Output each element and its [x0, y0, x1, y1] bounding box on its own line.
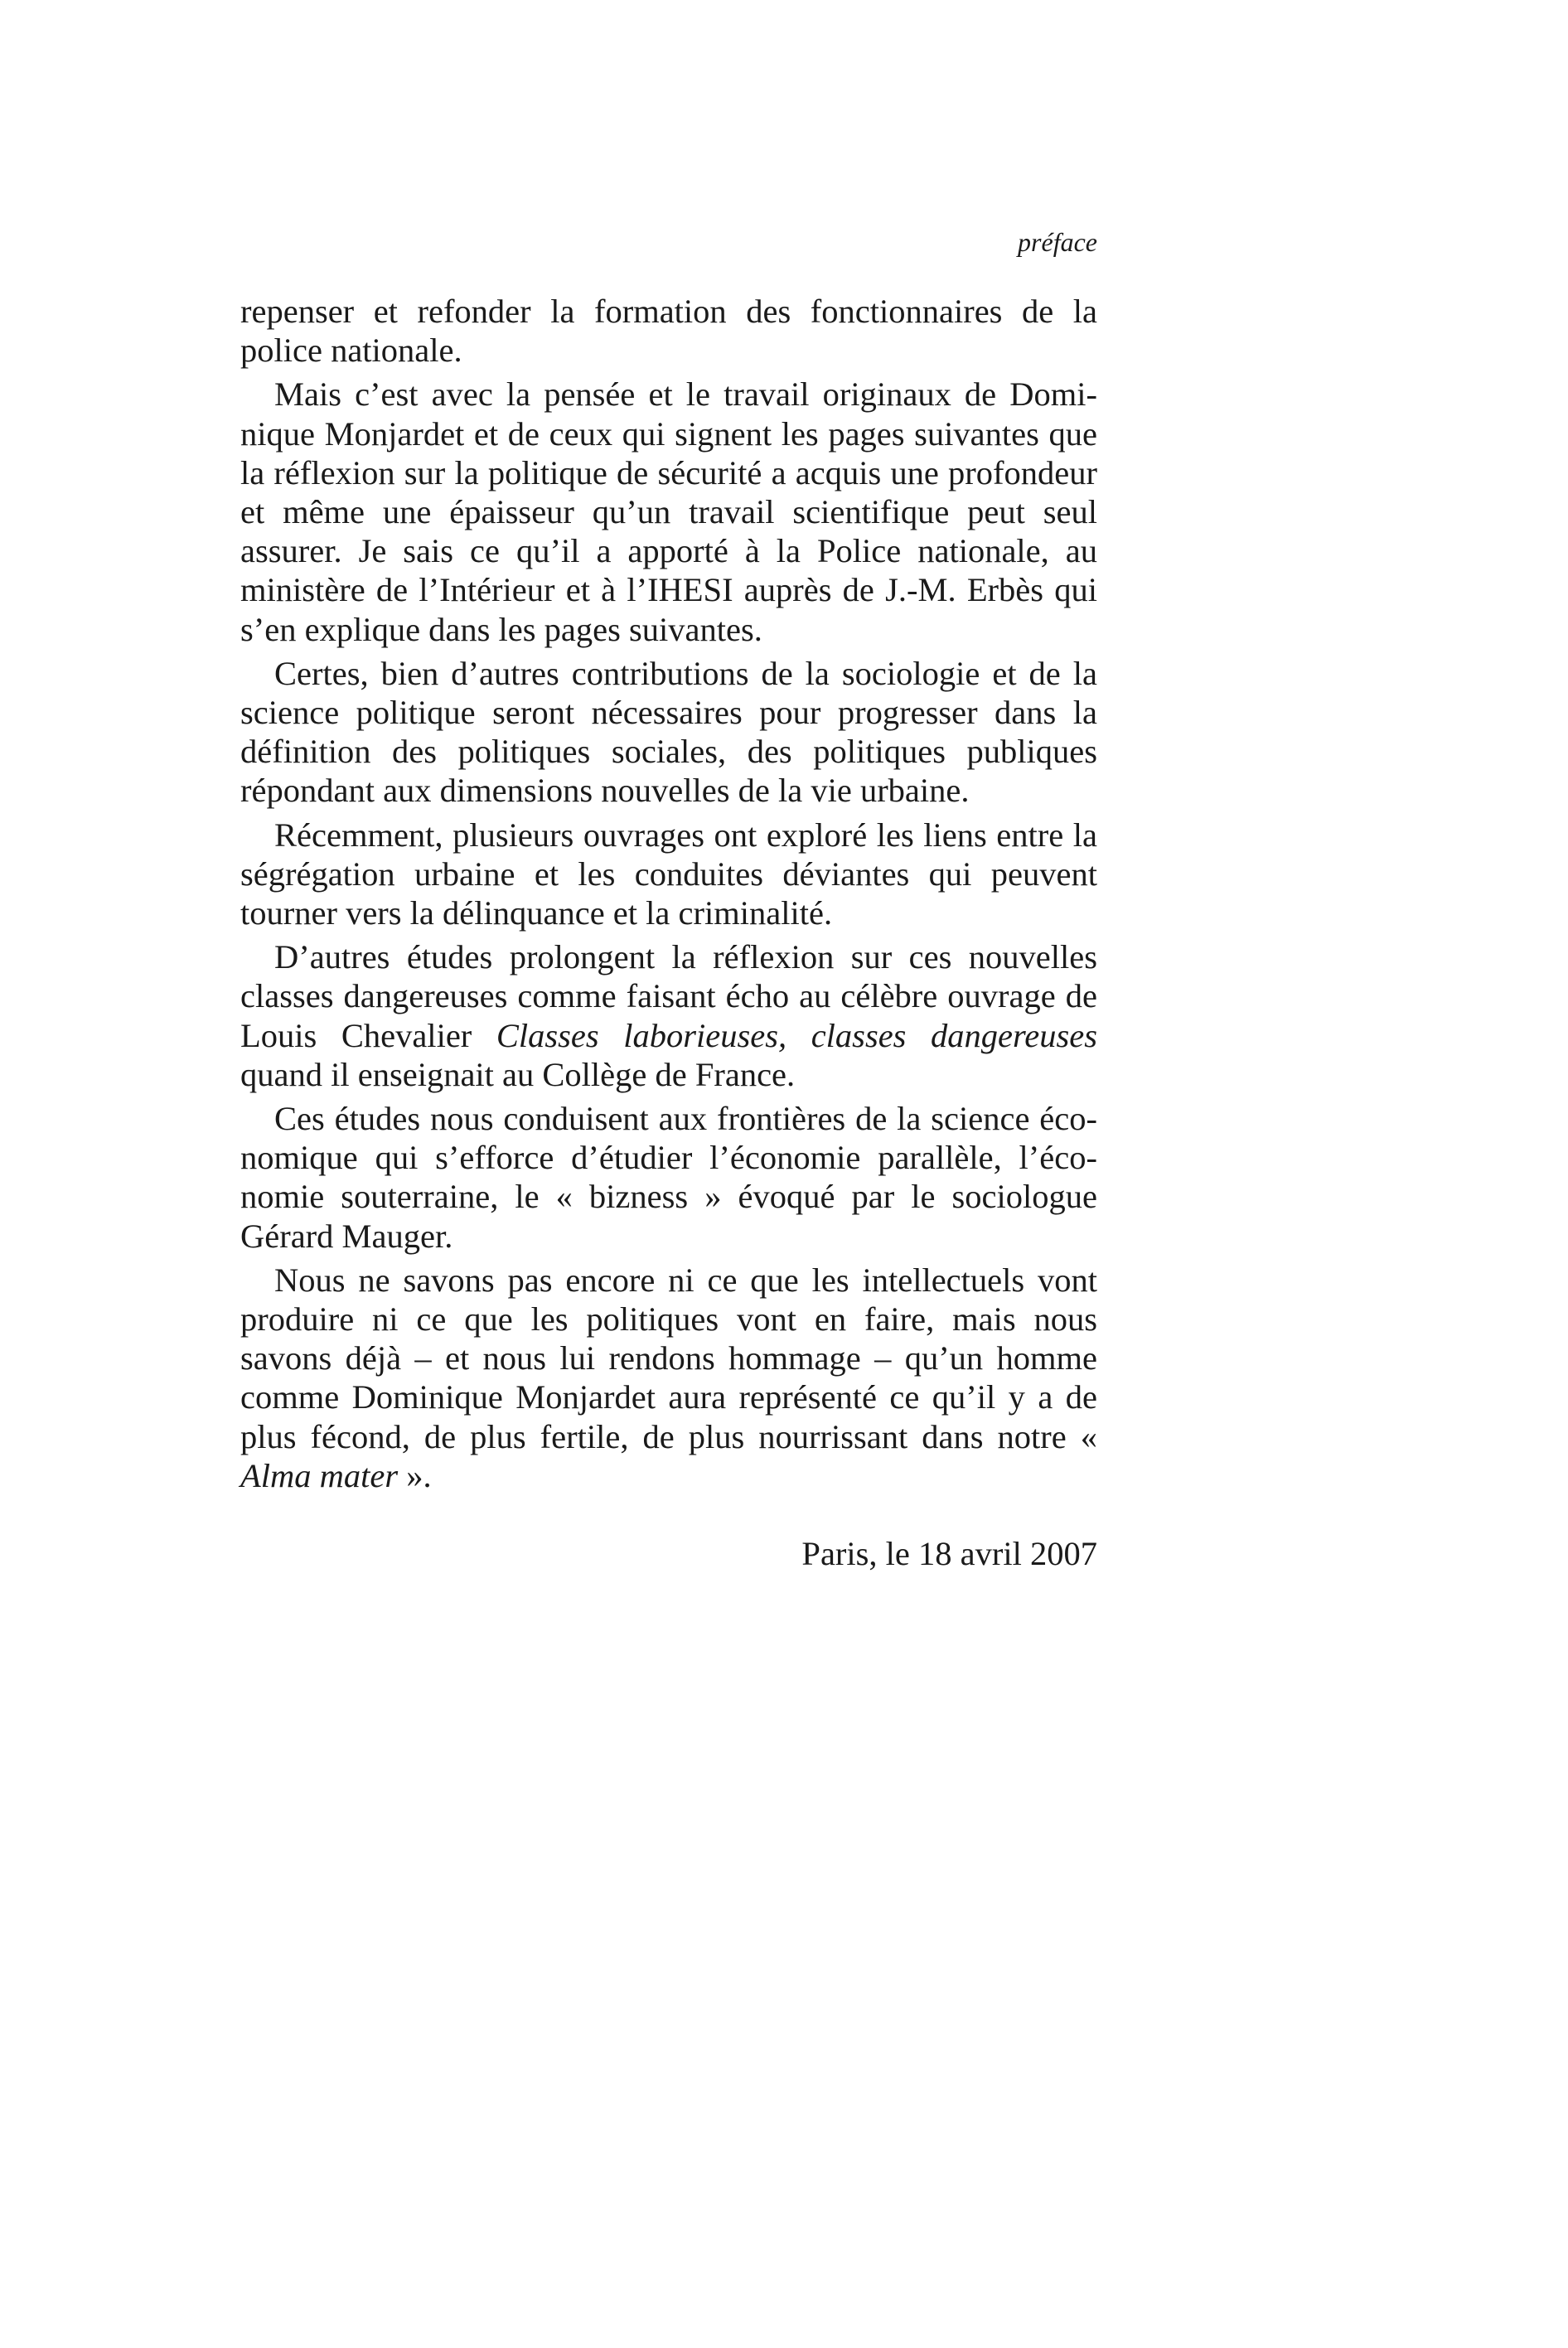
- preface-body: [240, 292, 1097, 1573]
- paragraph-text: repenser et refonder la formation des fonctionnaires de la police nationale.: [240, 293, 1097, 370]
- place-and-date: Paris, le 18 avril 2007: [801, 1535, 1097, 1573]
- paragraph: [240, 937, 1097, 1094]
- paragraph: [240, 654, 1097, 811]
- paragraph-text: Mais c’est avec la pensée et le travail originaux de Dominique Monjardet et de ceux qui signent les pages suivantes que la réflexion sur la politique de sécurité a acquis une profondeur et même une épaisseur qu’un travail scientifique peut seul assurer. Je sais ce qu’il a apporté à la Police nationale, au ministère de l’Intérieur et à l’IHESI auprès de J.-M. Erbès qui s’en explique dans les pages suivantes.: [240, 375, 1097, 648]
- paragraph: [240, 1261, 1097, 1495]
- paragraph-text: Certes, bien d’autres contributions de la sociologie et de la science politique seront nécessaires pour progresser dans la définition des politiques sociales, des politiques publiques répondant aux dimensions nouvelles de la vie urbaine.: [240, 654, 1097, 810]
- paragraph: [240, 1099, 1097, 1256]
- paragraph: [240, 292, 1097, 370]
- paragraph-text: Ces études nous conduisent aux frontières de la science économique qui s’efforce d’étudier l’économie parallèle, l’économie souterraine, le « bizness » évoqué par le sociologue Gérard Mauger.: [240, 1100, 1097, 1255]
- latin-phrase: Alma mater: [240, 1456, 399, 1494]
- book-title: Classes laborieuses, classes dangereuses: [496, 1016, 1097, 1054]
- paragraph-text: quand il enseignait au Collège de France.: [240, 1055, 796, 1093]
- paragraph-text: D’autres études prolongent la réflexion sur ces nouvelles classes dangereuses comme faisant écho au célèbre ouvrage de Louis Chevalier: [240, 938, 1097, 1054]
- paragraph-text: Nous ne savons pas encore ni ce que les intellectuels vont produire ni ce que les politiques vont en faire, mais nous savons déjà – et nous lui rendons hommage – qu’un homme comme Dominique Monjardet aura représenté ce qu’il y a de plus fécond, de plus fertile, de plus nourrissant dans notre «: [240, 1261, 1097, 1455]
- paragraph: [240, 816, 1097, 933]
- running-head: préface: [1018, 227, 1097, 257]
- paragraph-text: ».: [398, 1456, 432, 1494]
- paragraph-text: Récemment, plusieurs ouvrages ont exploré les liens entre la ségrégation urbaine et les conduites déviantes qui peuvent tourner vers la délinquance et la criminalité.: [240, 816, 1097, 932]
- paragraph: [240, 375, 1097, 648]
